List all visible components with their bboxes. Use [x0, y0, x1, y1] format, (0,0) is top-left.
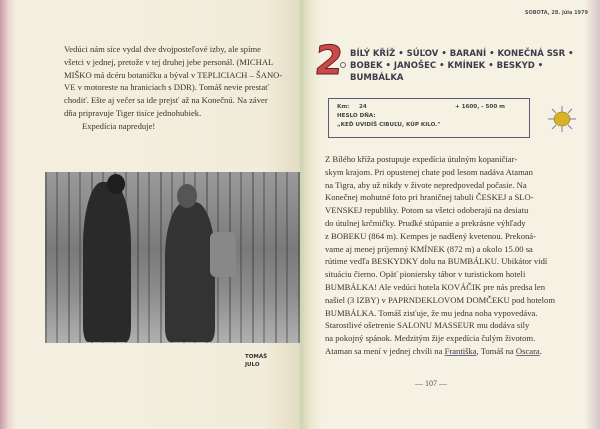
route-places [350, 48, 574, 84]
person-head-left [107, 174, 125, 194]
km-label: Km: [337, 104, 350, 110]
closing-line: Expedícia napreduje! [82, 120, 156, 131]
day-number: 2 [312, 38, 346, 84]
text-line: všetci v jednej, pretože v tej druhej jebe personál. (MICHAL [64, 56, 274, 67]
text-line: na Tigra, aby už nikdy v živote nepredpovedal počasie. Na [325, 179, 527, 190]
text-line: VENSKEJ republiky. Potom sa všetci odoberajú na desiatu [325, 205, 529, 216]
text-line: Vedúci nám síce vydal dve dvojposteľové izby, ale spíme [64, 44, 261, 54]
text-line: BUMBÁLKA! Ale vedúci hotela KOVÁČIK pre nás predsa len [325, 281, 546, 292]
text-line: BUMBÁLKA. Tomáš zisťuje, že mu jedna noha vypovedáva. [325, 307, 538, 318]
text-line: MIŠKO má dcéru botaničku a býval v TEPLICIACH – ŠANO- [64, 69, 283, 80]
text-line: VE v motoreste na hraniciach s DDR). Tomáš nevie prestať [64, 82, 269, 93]
text-line: dňa pripravuje Tiger tisíce jednohubiek. [64, 107, 202, 118]
underlined-name: Františka [444, 345, 477, 356]
text-line: Konečnej mohutné foto pri hraničnej tabuli ČESKEJ a SLO- [325, 192, 534, 203]
person-head-right [177, 184, 197, 208]
text-line: Starostlivé ošetrenie SALONU MASSEUR mu dodáva sily [325, 320, 530, 331]
page-number: — 107 — [415, 379, 447, 388]
text-line: našiel (3 IZBY) v PAPRNDEKLOVOM DOMČEKU pod hotelom [325, 294, 556, 305]
photo-caption [245, 353, 267, 369]
text: . [539, 345, 542, 356]
text-line: z BOBEKU (864 m). Kempes je nadšený kvetenou. Prekoná- [325, 230, 536, 241]
text-line: situáciu čierno. Opäť pioniersky tábor v turistickom hoteli [325, 269, 526, 280]
right-page [300, 0, 600, 429]
km-value: 24 [359, 104, 367, 110]
text-line: Z Bílého kříža postupuje expedícia útulným kopaničiar- [325, 154, 518, 164]
person-figure-left [83, 182, 131, 342]
text-line: vame aj menej príjemný KMÍNEK (872 m) a okolo 15.00 sa [325, 243, 533, 254]
person-figure-right [165, 202, 215, 342]
motto-label: HESLO DŇA: [337, 113, 376, 119]
info-box [328, 98, 530, 138]
text: Ataman sa mení v jednej chvíli na [325, 345, 445, 356]
left-paragraph [64, 43, 286, 133]
right-paragraph [325, 153, 556, 358]
elevation: + 1600, - 500 m [455, 104, 505, 110]
circle-icon [340, 62, 346, 68]
places-line: BUMBÁLKA [350, 73, 404, 83]
text-line: skym krajom. Pri opustenej chate pod lesom nadáva Ataman [325, 166, 533, 177]
places-line: BÍLÝ KŘÍŽ • SÚĽOV • BARANÍ • KONEČNÁ SSR • [350, 49, 574, 59]
last-line [325, 345, 553, 358]
forest-photo [45, 172, 300, 343]
text-line: rútime vedľa BESKYDKY dolu na BUMBÁLKU. Ubikátor vidí [325, 256, 548, 267]
text-line: chodiť. Ešte aj večer sa ide prejsť až na Konečnú. Na záver [64, 95, 268, 106]
date-header: SOBOTA, 28. júla 1979 [524, 10, 588, 16]
text: , Tomáš na [476, 345, 516, 356]
caption-line: JULO [245, 362, 260, 368]
text-line: do útulnej krčmičky. Prudké stúpanie a prekrásne výhľady [325, 217, 526, 228]
motto: „KEĎ UVIDÍŠ CIBUĽU, KÚP KILO." [337, 122, 441, 128]
caption-line: TOMÁŠ [245, 354, 268, 360]
backpack [210, 232, 236, 277]
underlined-name: Oscara [515, 345, 540, 356]
places-line: BOBEK • JANOŠEC • KMÍNEK • BESKYD • [350, 61, 544, 71]
sun-icon [546, 104, 578, 134]
text-line: na pokojný spánok. Medzitým žije expedícia čulým životom. [325, 333, 536, 344]
